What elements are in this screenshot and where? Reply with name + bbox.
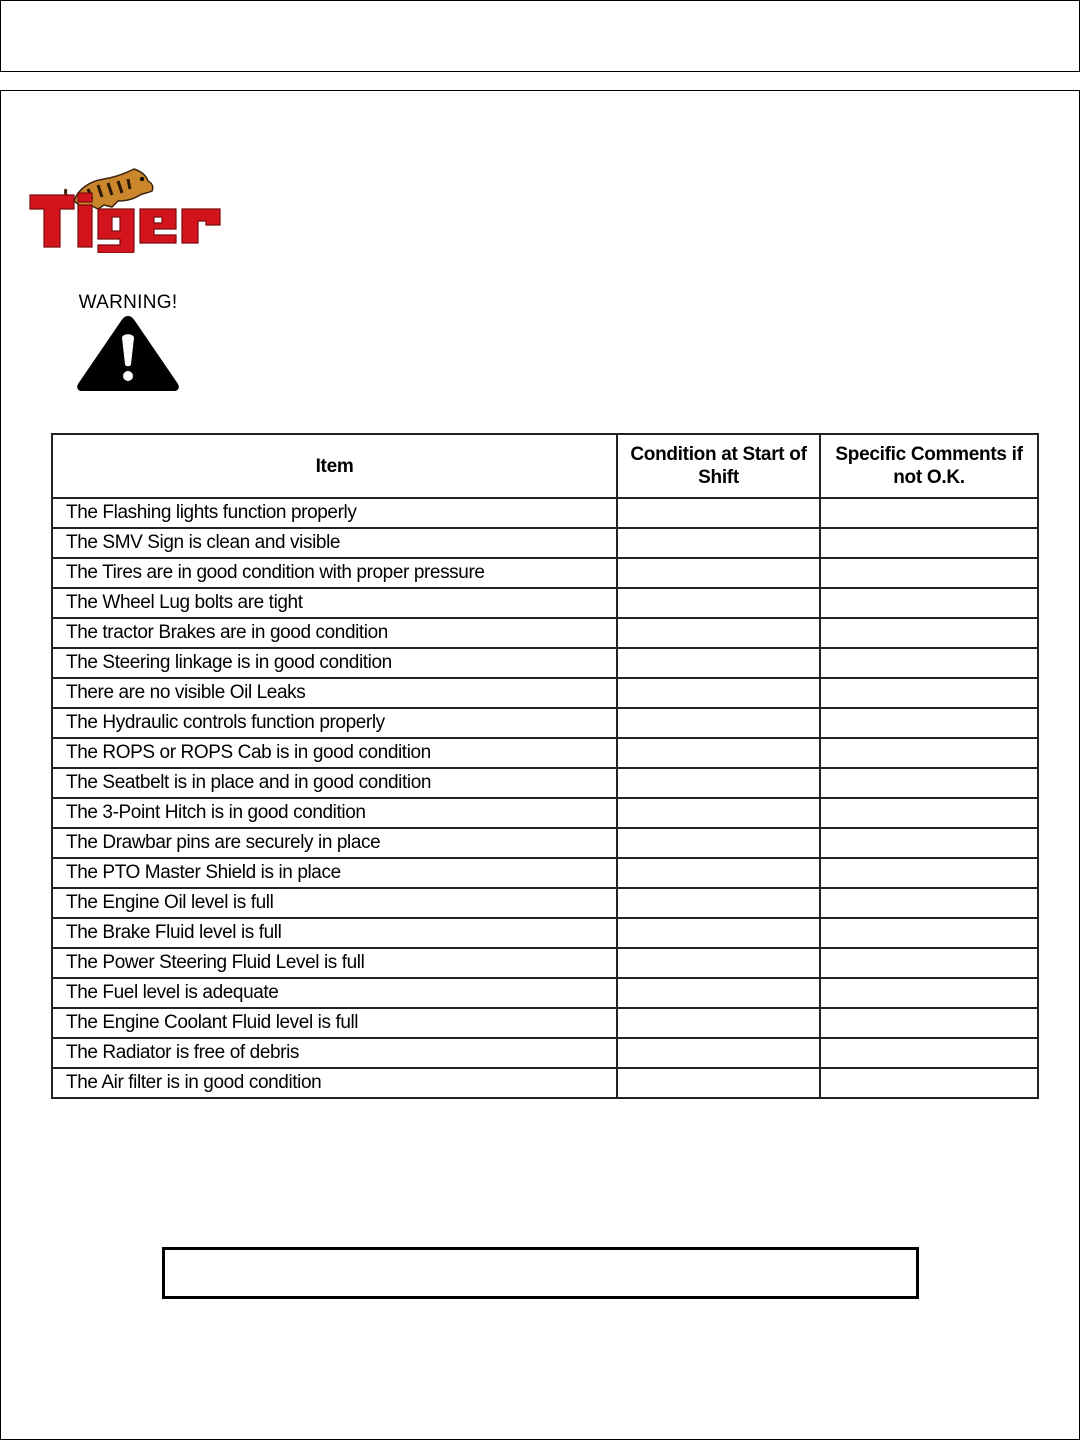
table-row [52, 618, 1038, 648]
checklist-item-label: The Engine Coolant Fluid level is full [52, 1008, 617, 1038]
table-row [52, 858, 1038, 888]
checklist-item-label: The Seatbelt is in place and in good condition [52, 768, 617, 798]
checklist-item-label: The ROPS or ROPS Cab is in good condition [52, 738, 617, 768]
tiger-logo [28, 165, 224, 253]
comments-cell[interactable] [820, 618, 1038, 648]
condition-cell[interactable] [617, 738, 820, 768]
table-row [52, 558, 1038, 588]
tiger-figure [65, 169, 152, 209]
condition-cell[interactable] [617, 1038, 820, 1068]
checklist-item-label: The SMV Sign is clean and visible [52, 528, 617, 558]
checklist-item-label: The Engine Oil level is full [52, 888, 617, 918]
condition-cell[interactable] [617, 798, 820, 828]
checklist-item-label: The Fuel level is adequate [52, 978, 617, 1008]
checklist-item-label: The Tires are in good condition with proper pressure [52, 558, 617, 588]
checklist-item-label: The Steering linkage is in good condition [52, 648, 617, 678]
table-row [52, 1068, 1038, 1098]
table-row [52, 918, 1038, 948]
condition-cell[interactable] [617, 528, 820, 558]
comments-cell[interactable] [820, 708, 1038, 738]
checklist-item-label: The Radiator is free of debris [52, 1038, 617, 1068]
comments-cell[interactable] [820, 1038, 1038, 1068]
condition-cell[interactable] [617, 558, 820, 588]
checklist-item-label: The Air filter is in good condition [52, 1068, 617, 1098]
tiger-icon [28, 165, 224, 253]
checklist-item-label: The Hydraulic controls function properly [52, 708, 617, 738]
condition-cell[interactable] [617, 978, 820, 1008]
checklist-item-label: The Brake Fluid level is full [52, 918, 617, 948]
condition-cell[interactable] [617, 768, 820, 798]
checklist-item-label: The tractor Brakes are in good condition [52, 618, 617, 648]
comments-cell[interactable] [820, 648, 1038, 678]
comments-cell[interactable] [820, 1008, 1038, 1038]
table-row [52, 948, 1038, 978]
table-row [52, 978, 1038, 1008]
checklist-item-label: There are no visible Oil Leaks [52, 678, 617, 708]
table-row [52, 768, 1038, 798]
table-row [52, 708, 1038, 738]
checklist-item-label: The Power Steering Fluid Level is full [52, 948, 617, 978]
comments-cell[interactable] [820, 738, 1038, 768]
header-condition: Condition at Start of Shift [617, 434, 820, 498]
comments-cell[interactable] [820, 528, 1038, 558]
header-comments: Specific Comments if not O.K. [820, 434, 1038, 498]
checklist-item-label: The Drawbar pins are securely in place [52, 828, 617, 858]
comments-cell[interactable] [820, 978, 1038, 1008]
condition-cell[interactable] [617, 618, 820, 648]
table-row [52, 588, 1038, 618]
condition-cell[interactable] [617, 918, 820, 948]
table-row [52, 678, 1038, 708]
table-row [52, 528, 1038, 558]
condition-cell[interactable] [617, 708, 820, 738]
table-row [52, 1038, 1038, 1068]
comments-cell[interactable] [820, 1068, 1038, 1098]
condition-cell[interactable] [617, 588, 820, 618]
comments-cell[interactable] [820, 828, 1038, 858]
condition-cell[interactable] [617, 678, 820, 708]
comments-cell[interactable] [820, 768, 1038, 798]
condition-cell[interactable] [617, 648, 820, 678]
checklist-item-label: The Wheel Lug bolts are tight [52, 588, 617, 618]
comments-cell[interactable] [820, 798, 1038, 828]
comments-cell[interactable] [820, 588, 1038, 618]
inspection-checklist-table [51, 433, 1039, 1099]
checklist-item-label: The Flashing lights function properly [52, 498, 617, 528]
warning-block [68, 292, 188, 392]
comments-cell[interactable] [820, 888, 1038, 918]
table-row [52, 498, 1038, 528]
table-row [52, 1008, 1038, 1038]
condition-cell[interactable] [617, 948, 820, 978]
header-item: Item [52, 434, 617, 498]
header-box [0, 0, 1080, 72]
comments-cell[interactable] [820, 948, 1038, 978]
warning-triangle-icon [74, 314, 182, 392]
bottom-signature-box[interactable] [162, 1247, 919, 1299]
condition-cell[interactable] [617, 498, 820, 528]
condition-cell[interactable] [617, 1008, 820, 1038]
condition-cell[interactable] [617, 828, 820, 858]
condition-cell[interactable] [617, 1068, 820, 1098]
comments-cell[interactable] [820, 678, 1038, 708]
comments-cell[interactable] [820, 498, 1038, 528]
table-row [52, 888, 1038, 918]
table-header-row [52, 434, 1038, 498]
condition-cell[interactable] [617, 888, 820, 918]
checklist-body [52, 498, 1038, 1098]
checklist-item-label: The PTO Master Shield is in place [52, 858, 617, 888]
table-row [52, 798, 1038, 828]
condition-cell[interactable] [617, 858, 820, 888]
comments-cell[interactable] [820, 858, 1038, 888]
comments-cell[interactable] [820, 558, 1038, 588]
comments-cell[interactable] [820, 918, 1038, 948]
checklist-item-label: The 3-Point Hitch is in good condition [52, 798, 617, 828]
table-row [52, 648, 1038, 678]
warning-label: WARNING! [78, 292, 178, 313]
table-row [52, 738, 1038, 768]
table-row [52, 828, 1038, 858]
tiger-wordmark [30, 193, 220, 253]
